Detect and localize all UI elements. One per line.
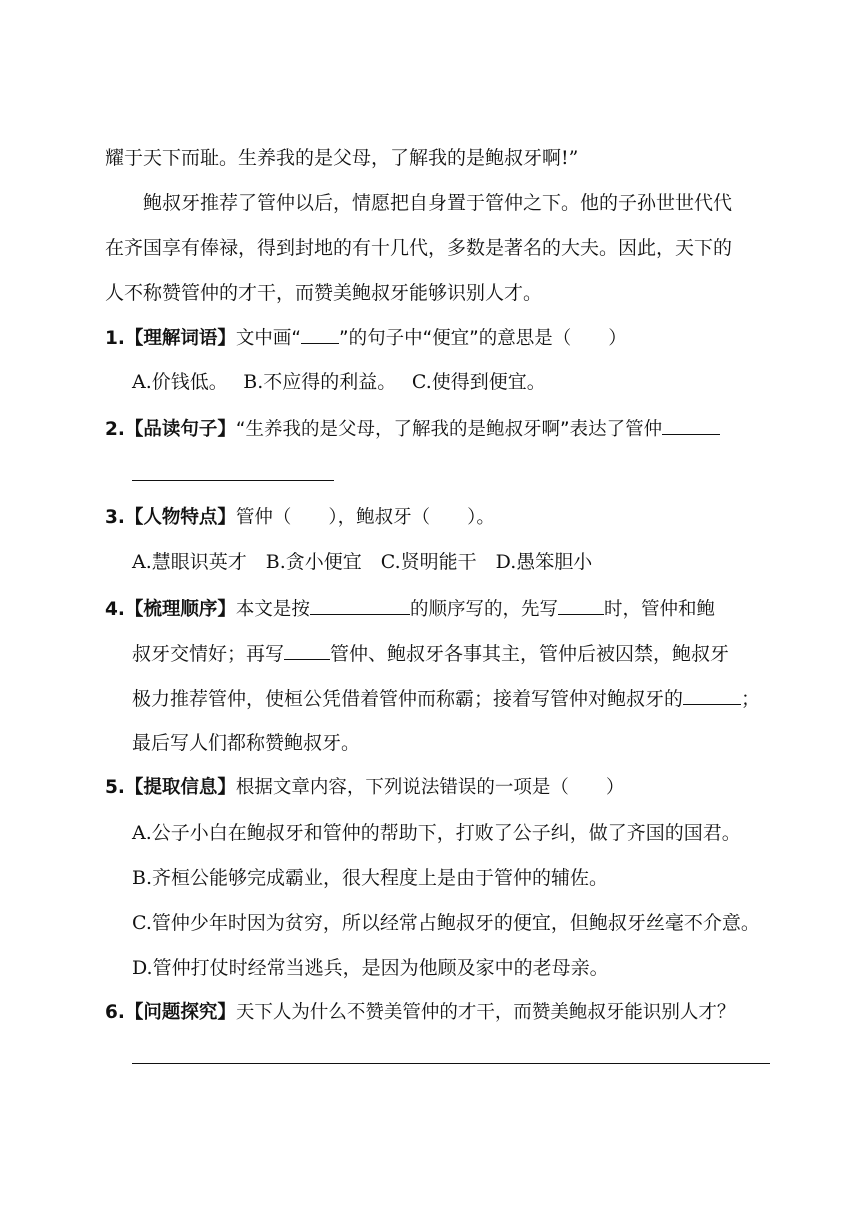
question-text: 本文是按 (235, 599, 310, 620)
question-text: 文中画“ (235, 328, 302, 349)
question-tag: 【提取信息】 (124, 777, 236, 798)
question-number: 3. (105, 507, 125, 528)
question-4 (105, 596, 715, 622)
question-number: 4. (105, 599, 125, 620)
question-1-options: A.价钱低。 B.不应得的利益。 C.使得到便宜。 (132, 371, 546, 393)
option-c: C.管仲少年时因为贫穷，所以经常占鲍叔牙的便宜，但鲍叔牙丝毫不介意。 (132, 912, 760, 934)
answer-blank[interactable] (558, 596, 604, 615)
answer-blank[interactable] (662, 416, 720, 435)
question-text: 管仲、鲍叔牙各事其主，管仲后被囚禁，鲍叔牙 (330, 643, 730, 665)
question-text: 的顺序写的，先写 (409, 599, 558, 620)
passage-line-3: 在齐国享有俸禄，得到封地的有十几代，多数是著名的大夫。因此，天下的 (105, 237, 733, 259)
question-4-line-3 (132, 686, 760, 711)
question-text: 叔牙交情好；再写 (132, 643, 285, 665)
question-4-line-4: 最后写人们都称赞鲍叔牙。 (132, 732, 361, 754)
option-d: D.管仲打仗时经常当逃兵，是因为他顾及家中的老母亲。 (132, 957, 609, 979)
question-number: 1. (105, 328, 125, 349)
question-text: 极力推荐管仲，使桓公凭借着管仲而称霸；接着写管仲对鲍叔牙的 (132, 688, 684, 710)
question-tag: 【梳理顺序】 (124, 599, 236, 620)
question-tag: 【人物特点】 (124, 507, 236, 528)
question-text: ”的句子中“便宜”的意思是（ ） (339, 328, 627, 349)
answer-blank[interactable] (284, 641, 330, 660)
question-tag: 【理解词语】 (124, 328, 236, 349)
passage-line-1: 耀于天下而耻。生养我的是父母，了解我的是鲍叔牙啊!” (105, 147, 579, 169)
passage-line-2: 鲍叔牙推荐了管仲以后，情愿把自身置于管仲之下。他的子孙世世代代 (143, 192, 733, 214)
question-tag: 【问题探究】 (124, 1002, 236, 1023)
answer-line[interactable] (132, 480, 334, 481)
question-number: 2. (105, 419, 125, 440)
question-tag: 【品读句子】 (124, 419, 236, 440)
question-3-options: A.慧眼识英才 B.贪小便宜 C.贤明能干 D.愚笨胆小 (132, 551, 593, 573)
question-1 (105, 325, 627, 351)
question-3 (105, 506, 495, 530)
question-text: 天下人为什么不赞美管仲的才干，而赞美鲍叔牙能识别人才？ (235, 1002, 736, 1023)
question-text: 时，管仲和鲍 (603, 599, 715, 620)
question-text: “生养我的是父母，了解我的是鲍叔牙啊”表达了管仲 (235, 419, 663, 440)
answer-blank[interactable] (683, 686, 741, 705)
question-text: ； (741, 688, 761, 710)
question-6 (105, 1001, 735, 1025)
option-a: A.公子小白在鲍叔牙和管仲的帮助下，打败了公子纠，做了齐国的国君。 (132, 822, 741, 844)
underline-mark (301, 325, 339, 344)
question-text: 管仲（ ），鲍叔牙（ ）。 (235, 507, 495, 528)
question-number: 5. (105, 777, 125, 798)
question-number: 6. (105, 1002, 125, 1023)
answer-blank[interactable] (310, 596, 410, 615)
question-5 (105, 776, 624, 800)
answer-line[interactable] (132, 1063, 770, 1064)
question-2 (105, 416, 720, 442)
question-4-line-2 (132, 641, 729, 666)
passage-line-4: 人不称赞管仲的才干，而赞美鲍叔牙能够识别人才。 (105, 282, 543, 304)
question-text: 根据文章内容，下列说法错误的一项是（ ） (235, 777, 625, 798)
option-b: B.齐桓公能够完成霸业，很大程度上是由于管仲的辅佐。 (132, 867, 609, 889)
